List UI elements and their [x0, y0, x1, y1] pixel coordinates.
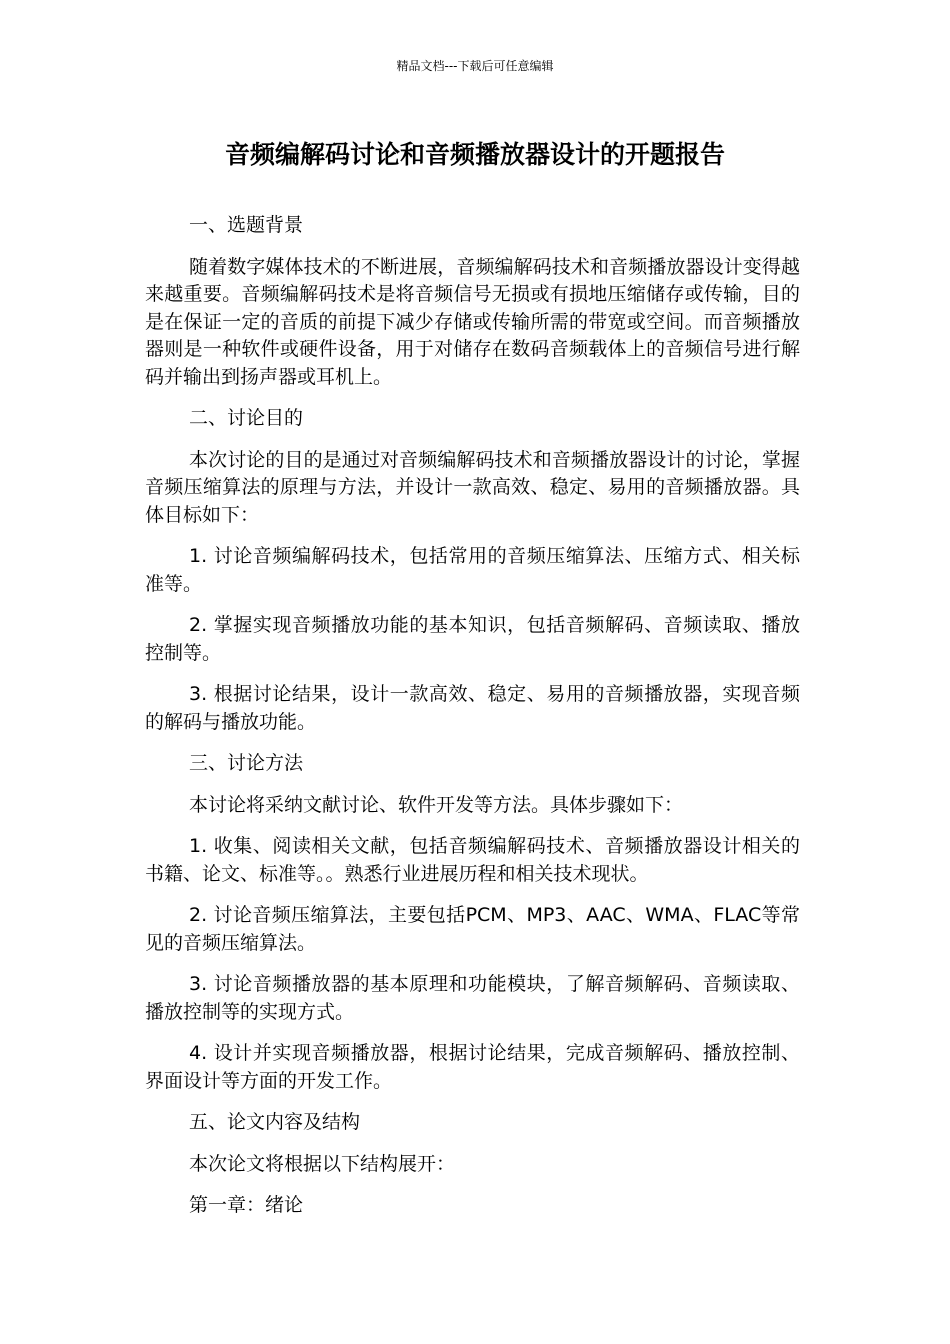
section-heading-thesis-structure: 五、论文内容及结构 — [189, 1111, 361, 1133]
section-heading-research-purpose: 二、讨论目的 — [189, 407, 304, 429]
list-item-goal-3: 3. 根据讨论结果，设计一款高效、稳定、易用的音频播放器，实现音频的解码与播放功能。 — [145, 683, 800, 733]
list-item-goal-1: 1. 讨论音频编解码技术，包括常用的音频压缩算法、压缩方式、相关标准等。 — [145, 545, 800, 595]
paragraph-background: 随着数字媒体技术的不断进展，音频编解码技术和音频播放器设计变得越来越重要。音频编解码技术是将音频信号无损或有损地压缩储存或传输，目的是在保证一定的音质的前提下减少存储或传输所需的带宽或空间。而音频播放器则是一种软件或硬件设备，用于对储存在数码音频载体上的音频信号进行解码并输出到扬声器或耳机上。 — [145, 255, 800, 388]
list-item-step-2: 2. 讨论音频压缩算法，主要包括PCM、MP3、AAC、WMA、FLAC等常见的音频压缩算法。 — [145, 904, 800, 954]
document-title: 音频编解码讨论和音频播放器设计的开题报告 — [224, 140, 725, 169]
list-item-goal-2: 2. 掌握实现音频播放功能的基本知识，包括音频解码、音频读取、播放控制等。 — [145, 614, 800, 664]
page-header-watermark: 精品文档---下载后可任意编辑 — [396, 59, 554, 73]
document-body — [145, 212, 800, 1234]
section-heading-research-method: 三、讨论方法 — [189, 752, 304, 774]
chapter-heading-1: 第一章：绪论 — [189, 1194, 304, 1216]
section-heading-topic-background: 一、选题背景 — [189, 214, 304, 236]
list-item-step-1: 1. 收集、阅读相关文献，包括音频编解码技术、音频播放器设计相关的书籍、论文、标准等。。熟悉行业进展历程和相关技术现状。 — [145, 835, 800, 885]
paragraph-method-intro: 本讨论将采纳文献讨论、软件开发等方法。具体步骤如下： — [189, 793, 684, 816]
list-item-step-3: 3. 讨论音频播放器的基本原理和功能模块，了解音频解码、音频读取、播放控制等的实现方式。 — [145, 973, 800, 1023]
paragraph-structure-intro: 本次论文将根据以下结构展开： — [189, 1152, 456, 1175]
paragraph-purpose-intro: 本次讨论的目的是通过对音频编解码技术和音频播放器设计的讨论，掌握音频压缩算法的原理与方法，并设计一款高效、稳定、易用的音频播放器。具体目标如下： — [145, 448, 800, 526]
list-item-step-4: 4. 设计并实现音频播放器，根据讨论结果，完成音频解码、播放控制、界面设计等方面的开发工作。 — [145, 1042, 800, 1092]
